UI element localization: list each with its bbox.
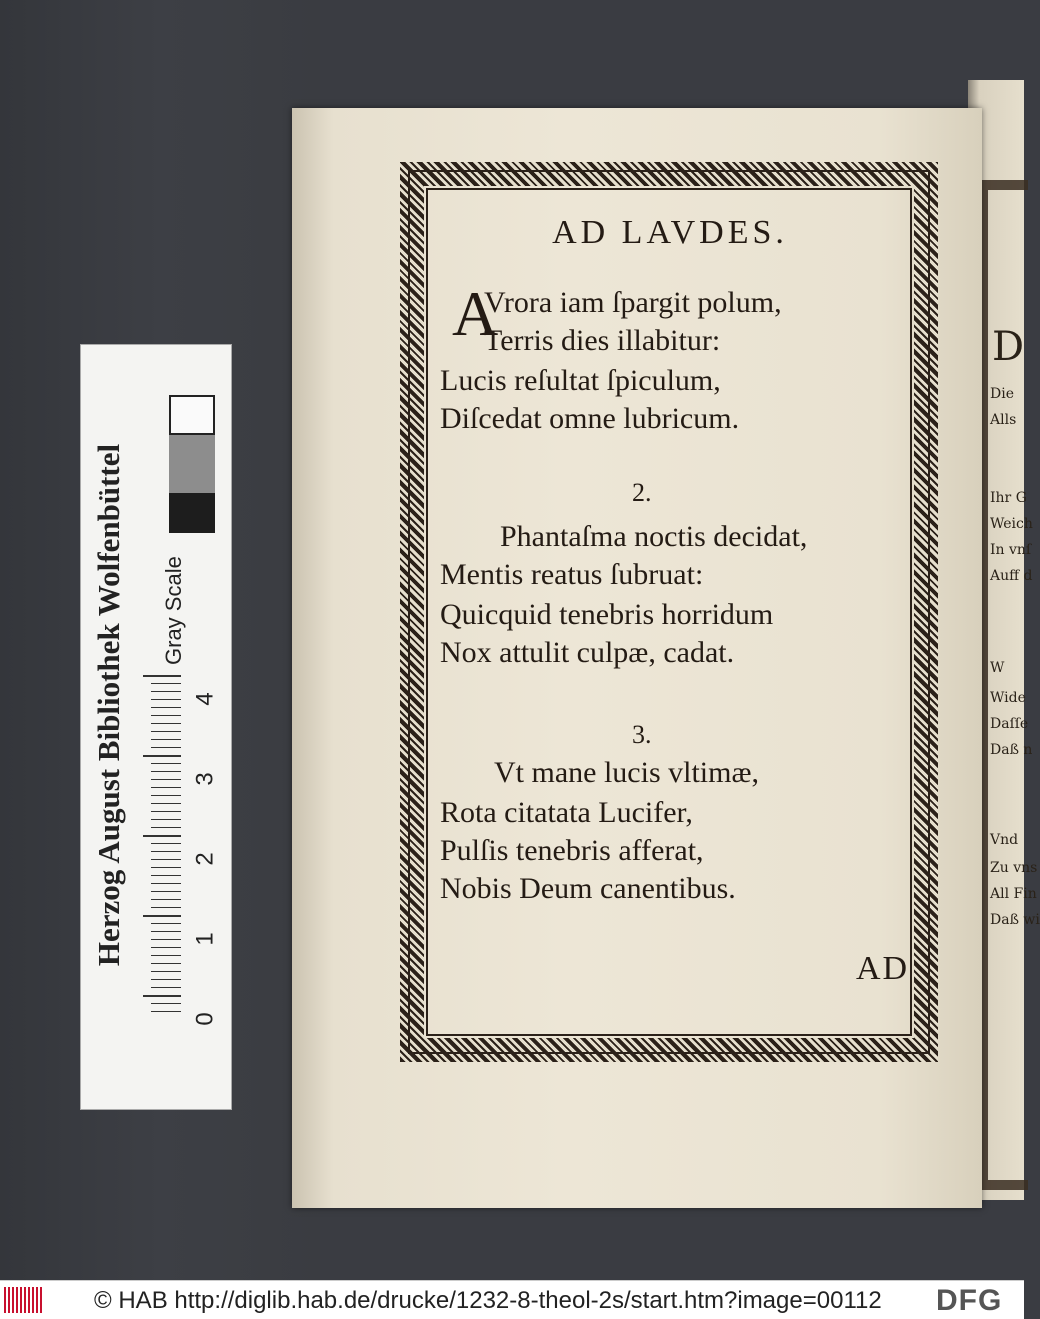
next-page-fragment: Die xyxy=(990,386,1014,402)
ruler-number: 3 xyxy=(191,772,219,786)
next-page-fragment: In vnſ xyxy=(990,542,1032,558)
scale-ruler xyxy=(80,344,232,1110)
next-page-fragment: Weich xyxy=(990,516,1033,532)
next-page-fragment: Alls xyxy=(990,412,1017,428)
stanza-number: 3. xyxy=(632,720,652,749)
verse-line: Rota citatata Lucifer, xyxy=(440,796,693,829)
footer-credit: © HAB http://diglib.hab.de/drucke/1232-8-theol-2s/start.htm?image=00112 xyxy=(94,1287,882,1314)
stanza-number: 2. xyxy=(632,478,652,507)
verse-line: Diſcedat omne lubricum. xyxy=(440,402,740,435)
next-page-fragment: Wide xyxy=(990,690,1026,706)
next-page-fragment: Auff d xyxy=(990,568,1033,584)
ruler-number: 2 xyxy=(191,852,219,866)
ruler-number: 4 xyxy=(191,692,219,706)
verse-line: Pulſis tenebris afferat, xyxy=(440,834,704,867)
drop-cap: A xyxy=(452,278,499,349)
ruler-number: 1 xyxy=(191,932,219,946)
next-page-fragment: Daß wi xyxy=(990,912,1040,928)
gray-scale-label: Gray Scale xyxy=(161,556,186,665)
verse-line: Vt mane lucis vltimæ, xyxy=(494,756,759,789)
verse-line: Quicquid tenebris horridum xyxy=(440,598,774,631)
next-page-fragment: Daß n xyxy=(990,742,1033,758)
next-page-fragment: D xyxy=(992,324,1025,370)
next-page-fragment: Zu vns xyxy=(990,860,1038,876)
next-page-fragment: Daſſe xyxy=(990,716,1029,732)
ruler-number: 0 xyxy=(191,1012,219,1026)
next-page-fragment: W xyxy=(990,660,1005,676)
next-page-fragment: All Fin xyxy=(990,886,1037,902)
verse-line: Phantaſma noctis decidat, xyxy=(500,520,808,553)
barcode-logo-icon xyxy=(4,1287,44,1313)
ruler-minor-ticks xyxy=(151,675,181,1015)
verse-line: Vrora iam ſpargit polum, xyxy=(484,286,782,319)
footer-bar xyxy=(0,1280,1024,1319)
verse-line: Nox attulit culpæ, cadat. xyxy=(440,636,735,669)
verse-line: Nobis Deum canentibus. xyxy=(440,872,736,905)
catchword: AD xyxy=(856,950,910,987)
institution-label: Herzog August Bibliothek Wolfenbüttel xyxy=(91,443,126,967)
next-page-fragment: Vnd xyxy=(990,832,1019,848)
verse-line: Lucis reſultat ſpiculum, xyxy=(440,364,721,397)
dfg-logo: DFG xyxy=(936,1284,1003,1317)
page-title: AD LAVDES. xyxy=(552,214,788,251)
swatch-white xyxy=(169,395,215,435)
next-page-fragment: Ihr G xyxy=(990,490,1027,506)
verse-line: Mentis reatus ſubruat: xyxy=(440,558,704,591)
verse-line: Terris dies illabitur: xyxy=(484,324,721,357)
